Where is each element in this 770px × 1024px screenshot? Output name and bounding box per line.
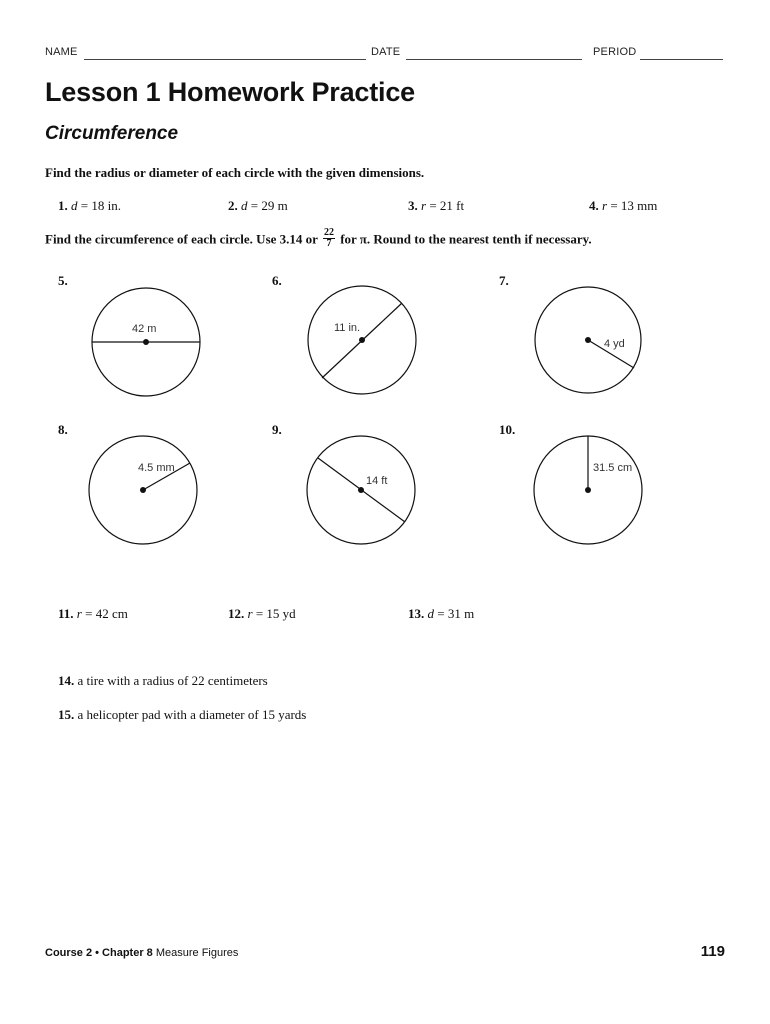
problem-variable: r [76, 606, 82, 621]
page-subtitle: Circumference [45, 123, 179, 144]
problem-15 [58, 707, 306, 723]
figure-number-10: 10. [499, 422, 516, 437]
problem-variable: d [71, 198, 78, 213]
problem-text: a helicopter pad with a diameter of 15 yards [74, 707, 307, 722]
problem-value: = 29 m [247, 198, 288, 213]
figure-label: 31.5 cm [593, 462, 633, 474]
center-point [585, 337, 591, 343]
problem-variable: d [241, 198, 248, 213]
course-chapter: Course 2 • Chapter 8 [45, 947, 153, 959]
center-point [140, 487, 146, 493]
problem-variable: r [421, 198, 427, 213]
problem-number: 1. [58, 198, 68, 213]
page-title: Lesson 1 Homework Practice [45, 77, 415, 107]
figure-label: 4 yd [604, 338, 625, 350]
center-point [585, 487, 591, 493]
center-point [143, 339, 149, 345]
figure-number-9: 9. [272, 422, 282, 437]
problem-number: 14. [58, 673, 75, 688]
problem-number: 13. [408, 606, 425, 621]
period-label: PERIOD [593, 46, 637, 58]
instruction-start: Find the circumference of each circle. Use 3.14 or [45, 231, 321, 247]
problem-11 [58, 606, 128, 622]
figure-6 [308, 286, 416, 394]
problem-value: = 13 mm [607, 198, 658, 213]
problem-12 [228, 606, 296, 622]
name-label: NAME [45, 46, 78, 58]
problem-number: 12. [228, 606, 245, 621]
center-point [358, 487, 364, 493]
figure-label: 11 in. [334, 322, 361, 334]
problem-variable: d [427, 606, 434, 621]
problem-14 [58, 673, 268, 689]
figure-9 [307, 436, 415, 544]
section1-instruction: Find the radius or diameter of each circle with the given dimensions. [45, 165, 425, 180]
problem-value: = 21 ft [426, 198, 465, 213]
problem-number: 11. [58, 606, 74, 621]
figure-label: 42 m [132, 323, 157, 335]
page-number: 119 [700, 943, 725, 960]
figure-number-7: 7. [499, 273, 509, 288]
figure-label: 4.5 mm [138, 462, 175, 474]
problem-value: = 31 m [434, 606, 475, 621]
problem-number: 2. [228, 198, 238, 213]
problem-variable: r [602, 198, 608, 213]
date-label: DATE [371, 46, 401, 58]
figure-number-6: 6. [272, 273, 282, 288]
footer-course [45, 947, 238, 959]
footer-topic: Measure Figures [152, 947, 239, 959]
figure-7 [535, 287, 641, 393]
figure-8 [89, 436, 197, 544]
fraction-numerator: 22 [323, 227, 334, 238]
figure-number-5: 5. [58, 273, 68, 288]
problem-number: 3. [408, 198, 418, 213]
center-point [359, 337, 365, 343]
problem-value: = 42 cm [81, 606, 128, 621]
figure-label: 14 ft [366, 475, 388, 487]
figure-5 [92, 288, 200, 396]
problem-number: 15. [58, 707, 75, 722]
problem-number: 4. [589, 198, 599, 213]
instruction-end: for π. Round to the nearest tenth if necessary. [336, 231, 592, 247]
problem-text: a tire with a radius of 22 centimeters [74, 673, 268, 688]
problem-13 [408, 606, 474, 622]
problem-value: = 18 in. [77, 198, 121, 213]
problem-value: = 15 yd [252, 606, 296, 621]
figure-10 [534, 436, 642, 544]
problem-variable: r [247, 606, 253, 621]
figure-number-8: 8. [58, 422, 68, 437]
fraction-denominator: 7 [326, 238, 332, 249]
